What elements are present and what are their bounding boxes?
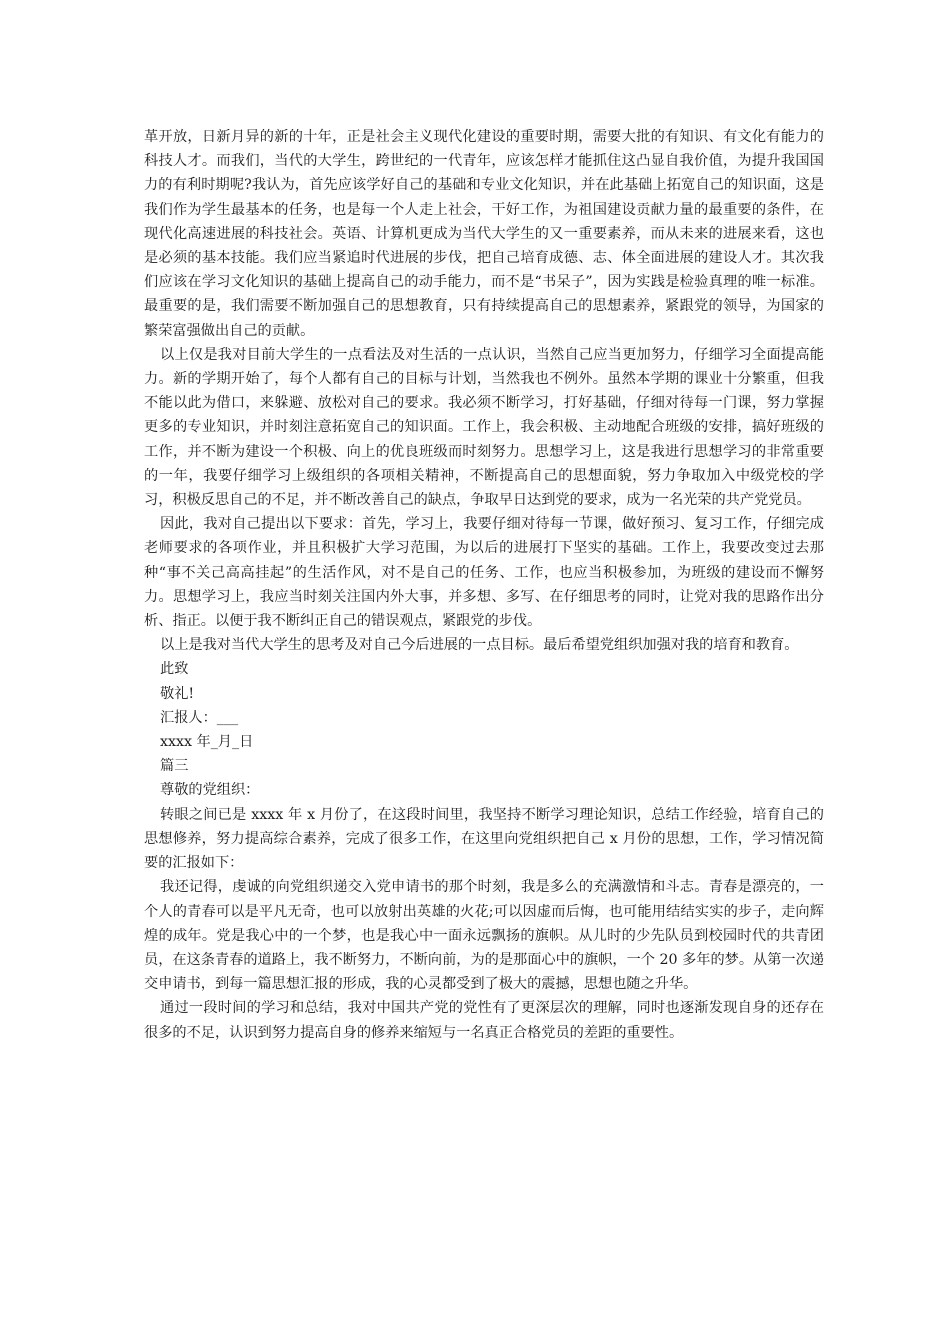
paragraph-continued: 革开放，日新月异的新的十年，正是社会主义现代化建设的重要时期，需要大批的有知识、有文化有能力的科技人才。而我们，当代的大学生，跨世纪的一代青年，应该怎样才能抓住这凸显自我价值，为提升我国国力的有利时期呢?我认为，首先应该学好自己的基础和专业文化知识，并在此基础上拓宽自己的知识面，这是我们作为学生最基本的任务，也是每一个人走上社会，干好工作，为祖国建设贡献力量的最重要的条件，在现代化高速进展的科技社会。英语、计算机更成为当代大学生的又一重要素养，而从未来的进展来看，这也是必须的基本技能。我们应当紧追时代进展的步伐，把自己培育成德、志、体全面进展的建设人才。其次我们应该在学习文化知识的基础上提高自己的动手能力，而不是“书呆子”，因为实践是检验真理的唯一标准。最重要的是，我们需要不断加强自己的思想教育，只有持续提高自己的思想素养，紧跟党的领导，为国家的繁荣富强做出自己的贡献。 bbox=[144, 129, 824, 339]
paragraph: 因此，我对自己提出以下要求：首先，学习上，我要仔细对待每一节课，做好预习、复习工作，仔细完成老师要求的各项作业，并且积极扩大学习范围，为以后的进展打下坚实的基础。工作上，我要改变过去那种“事不关己高高挂起”的生活作风，对不是自己的任务、工作，也应当积极参加，为班级的建设而不懈努力。思想学习上，我应当时刻关注国内外大事，并多想、多写、在仔细思考的同时，让党对我的思路作出分析、指正。以便于我不断纠正自己的错误观点，紧跟党的步伐。 bbox=[144, 516, 824, 630]
document-body bbox=[144, 125, 824, 1045]
paragraph: 我还记得，虔诚的向党组织递交入党申请书的那个时刻，我是多么的充满激情和斗志。青春是漂亮的，一个人的青春可以是平凡无奇，也可以放射出英雄的火花;可以因虚而后悔，也可能用结结实实的步子，走向辉煌的成年。党是我心中的一个梦，也是我心中一面永远飘扬的旗帜。从儿时的少先队员到校园时代的共青团员，在这条青春的道路上，我不断努力，不断向前，为的是那面心中的旗帜，一个 20 多年的梦。从第一次递交申请书，到每一篇思想汇报的形成，我的心灵都受到了极大的震撼，思想也随之升华。 bbox=[144, 879, 824, 993]
greeting-line: 尊敬的党组织： bbox=[160, 782, 260, 799]
closing-salutation: 此致 bbox=[160, 661, 189, 678]
section-heading: 篇三 bbox=[160, 758, 189, 775]
closing-regards: 敬礼! bbox=[160, 685, 195, 702]
paragraph: 以上仅是我对目前大学生的一点看法及对生活的一点认识，当然自己应当更加努力，仔细学习全面提高能力。新的学期开始了，每个人都有自己的目标与计划，当然我也不例外。虽然本学期的课业十分繁重，但我不能以此为借口，来躲避、放松对自己的要求。我必须不断学习，打好基础，仔细对待每一门课，努力掌握更多的专业知识，并时刻注意拓宽自己的知识面。工作上，我会积极、主动地配合班级的安排，搞好班级的工作，并不断为建设一个积极、向上的优良班级而时刻努力。思想学习上，这是我进行思想学习的非常重要的一年，我要仔细学习上级组织的各项相关精神，不断提高自己的思想面貌，努力争取加入中级党校的学习，积极反思自己的不足，并不断改善自己的缺点，争取早日达到党的要求，成为一名光荣的共产党党员。 bbox=[144, 346, 824, 509]
paragraph: 转眼之间已是 xxxx 年 x 月份了，在这段时间里，我坚持不断学习理论知识，总结工作经验，培育自己的思想修养，努力提高综合素养，完成了很多工作，在这里向党组织把自己 x 月份的思想，工作，学习情况简要的汇报如下： bbox=[144, 806, 824, 872]
paragraph: 通过一段时间的学习和总结，我对中国共产党的党性有了更深层次的理解，同时也逐渐发现自身的还存在很多的不足，认识到努力提高自身的修养来缩短与一名真正合格党员的差距的重要性。 bbox=[144, 1000, 824, 1041]
date-line: xxxx 年_月_日 bbox=[160, 734, 254, 751]
reporter-line: 汇报人：___ bbox=[160, 709, 239, 726]
paragraph: 以上是我对当代大学生的思考及对自己今后进展的一点目标。最后希望党组织加强对我的培育和教育。 bbox=[160, 637, 799, 654]
